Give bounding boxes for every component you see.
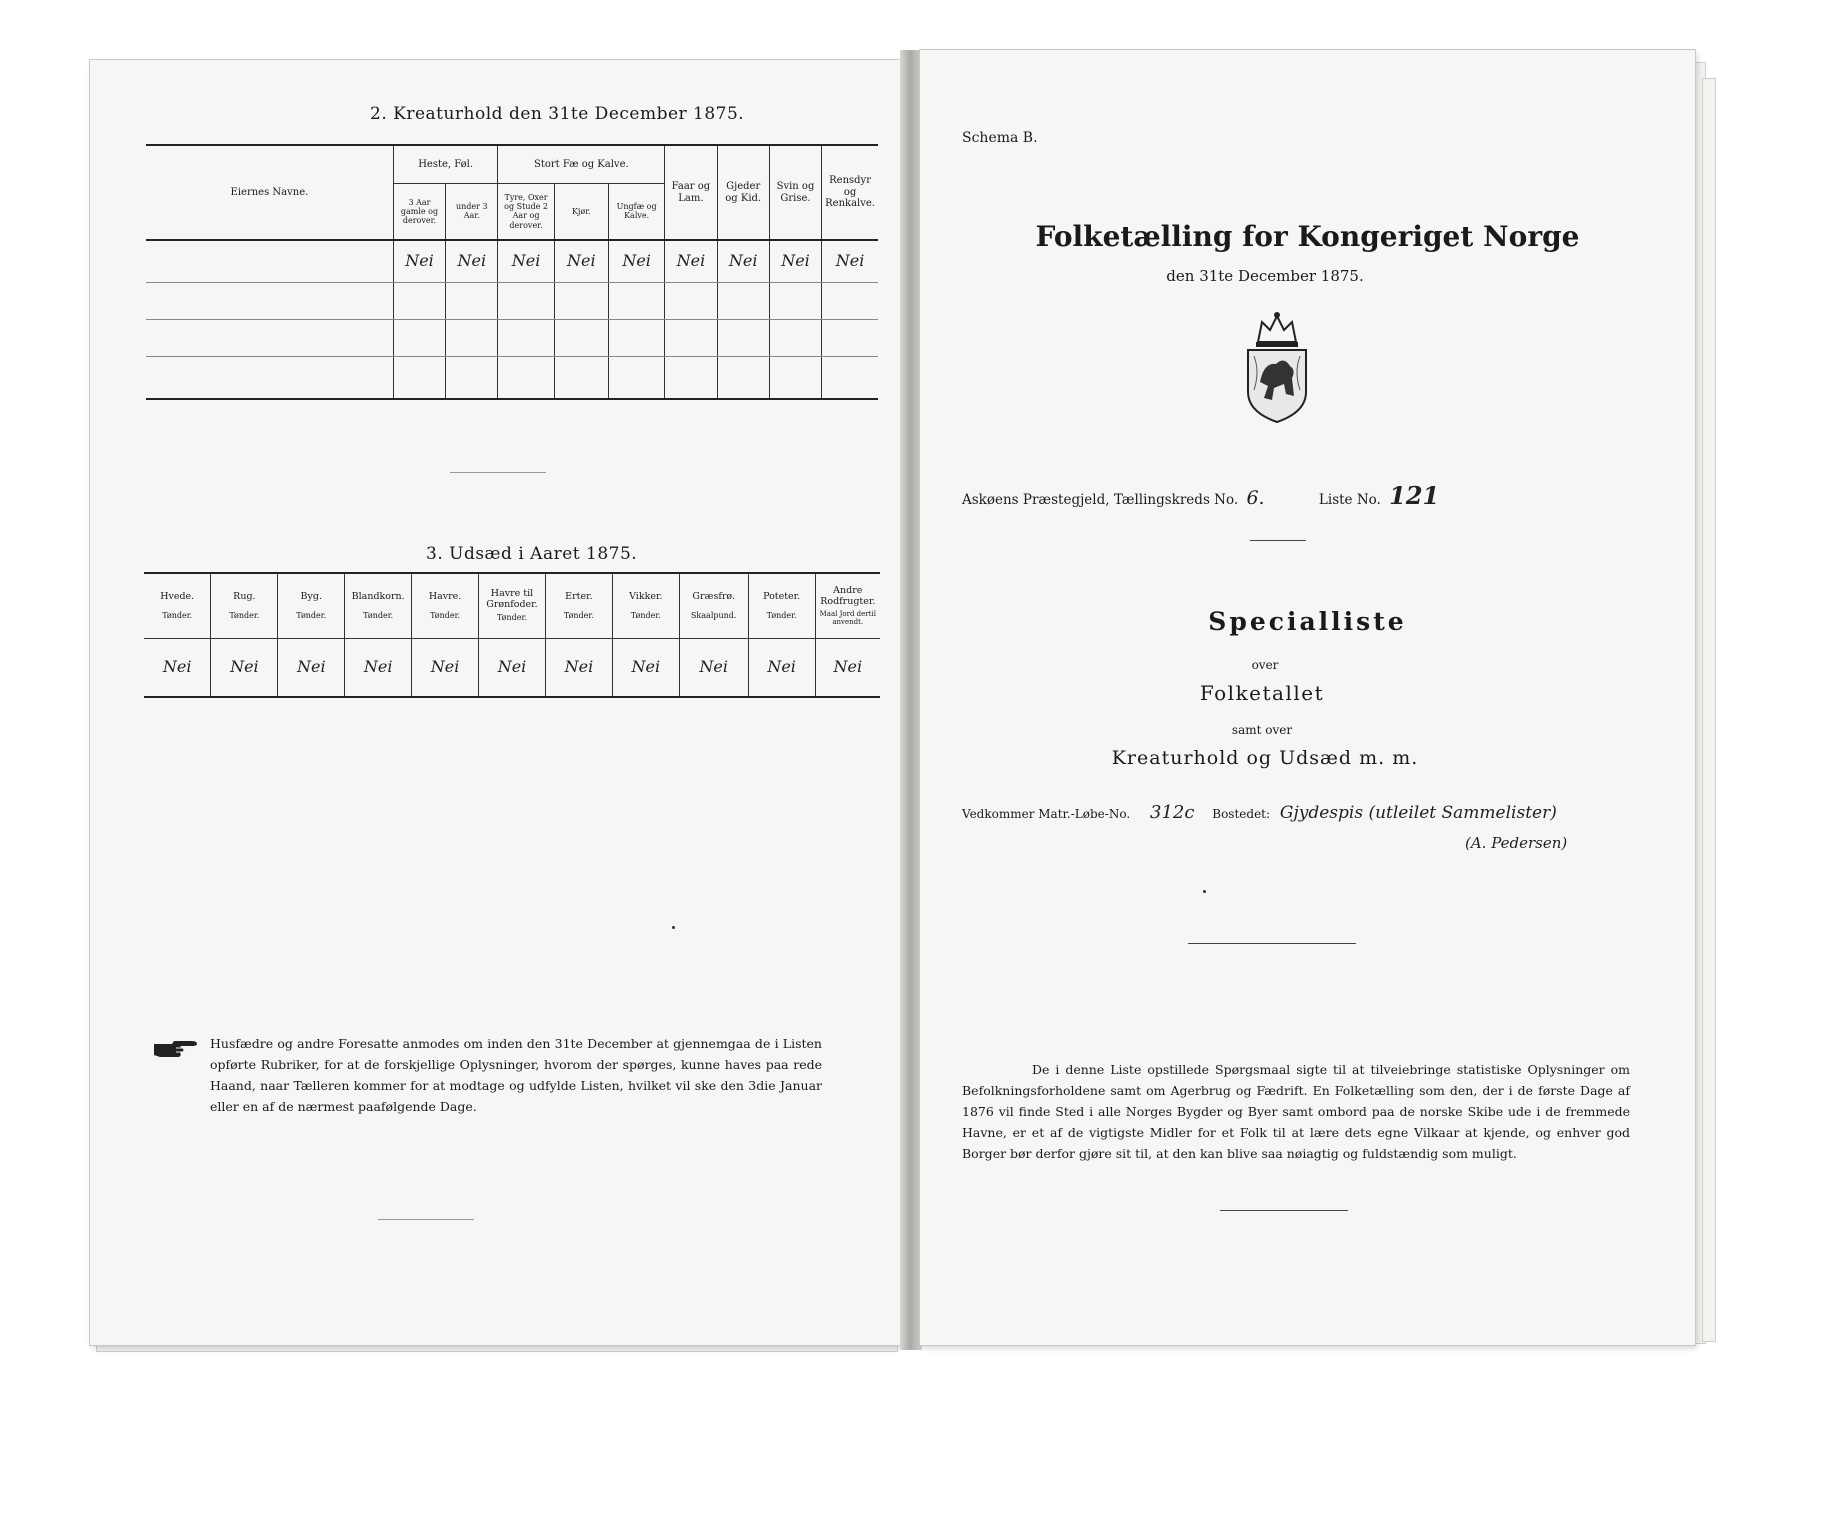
seed-header-unit: Skaalpund.: [690, 610, 737, 620]
fae-b-header: Kjør.: [554, 183, 608, 240]
title-date: den 31te December 1875.: [1166, 267, 1364, 285]
book-spine: [900, 50, 922, 1350]
left-page: [90, 60, 900, 1345]
seed-header-unit: Tønder.: [766, 610, 797, 620]
heste-header: Heste, Føl.: [393, 146, 498, 183]
owner-cell: [146, 240, 393, 282]
folketallet-text: Folketallet: [1199, 681, 1325, 705]
seed-header-poteter: [748, 574, 815, 639]
section3-title: 3. Udsæd i Aaret 1875.: [426, 544, 638, 564]
district-number: 6.: [1246, 487, 1265, 509]
seed-value-cell: Nei: [211, 639, 278, 697]
underlying-page-edge: [1702, 78, 1716, 1342]
separator-rule: [1220, 1210, 1348, 1211]
seed-header-havre: [412, 574, 479, 639]
seed-header-unit: Tønder.: [162, 610, 193, 620]
pointing-hand-icon: [152, 1038, 198, 1060]
seed-header-name: Poteter.: [763, 590, 801, 602]
value-cell: Nei: [446, 240, 498, 282]
rensdyr-header: Rensdyr og Renkalve.: [822, 146, 878, 240]
seed-header-erter: [545, 574, 612, 639]
value-cell: Nei: [665, 240, 717, 282]
fae-header: Stort Fæ og Kalve.: [498, 146, 665, 183]
seed-header-name: Erter.: [565, 590, 593, 602]
seed-header-name: Hvede.: [160, 590, 195, 602]
explanatory-paragraph: De i denne Liste opstillede Spørgsmaal sigte til at tilveiebringe statistiske Oplysninger om Befolkningsforholdene samt om Agerbrug og Fædrift. En Folketælling som den, der i de første Dage af 1876 vil finde Sted i alle Norges Bygder og Byer samt ombord paa de norske Skibe ude i de fremmede Havne, er et af de vigtigste Midler for et Folk til at lære dets egne Vilkaar at kjende, og enhver god Borger bør derfor gjøre sit til, at den kan blive saa nøiagtig og fuldstændig som muligt.: [962, 1062, 1630, 1161]
seed-header-name: Blandkorn.: [351, 590, 405, 602]
seed-value-cell: Nei: [479, 639, 546, 697]
ink-speck: [1203, 890, 1206, 893]
seed-header-byg: [278, 574, 345, 639]
coat-of-arms-icon: [1240, 312, 1314, 424]
seed-header-blandkorn: [345, 574, 412, 639]
seed-value-cell: Nei: [815, 639, 880, 697]
value-cell: Nei: [822, 240, 878, 282]
seed-header-name: Græsfrø.: [692, 590, 735, 602]
seed-value-cell: Nei: [612, 639, 679, 697]
seed-header-hvede: [144, 574, 211, 639]
separator-rule: [378, 1219, 474, 1220]
value-cell: Nei: [393, 240, 445, 282]
value-cell: Nei: [769, 240, 821, 282]
seed-value-cell: Nei: [278, 639, 345, 697]
separator-rule: [1188, 943, 1356, 944]
parish-label: Askøens Præstegjeld, Tællingskreds No.: [962, 492, 1239, 508]
value-cell: Nei: [498, 240, 554, 282]
seed-value-cell: Nei: [545, 639, 612, 697]
empty-cell: [146, 282, 393, 319]
fae-c-header: Ungfæ og Kalve.: [608, 183, 664, 240]
matr-label: Vedkommer Matr.-Løbe-No.: [962, 807, 1131, 821]
matr-value: 312c: [1150, 802, 1195, 823]
seed-header-unit: Maal Jord dertil anvendt.: [819, 609, 876, 626]
main-title: Folketælling for Kongeriget Norge: [1035, 220, 1580, 253]
fae-a-header: Tyre, Oxer og Stude 2 Aar og derover.: [498, 183, 554, 240]
ink-speck: [672, 926, 675, 929]
kreaturhold-text: Kreaturhold og Udsæd m. m.: [1111, 747, 1419, 769]
faar-header: Faar og Lam.: [665, 146, 717, 240]
seed-header-name: Vikker.: [629, 590, 663, 602]
seed-header-unit: Tønder.: [296, 610, 327, 620]
livestock-table: [146, 146, 878, 400]
list-number: 121: [1389, 481, 1440, 510]
seed-header-unit: Tønder.: [430, 610, 461, 620]
seed-header-name: Havre til Grønfoder.: [486, 588, 538, 611]
bosted-label: Bostedet:: [1212, 807, 1271, 821]
empty-cell: [146, 357, 393, 399]
owner-header: Eiernes Navne.: [146, 146, 393, 240]
seed-value-cell: Nei: [679, 639, 748, 697]
value-cell: Nei: [717, 240, 769, 282]
seed-header-unit: Tønder.: [563, 610, 594, 620]
seed-header-unit: Tønder.: [630, 610, 661, 620]
right-page: [920, 50, 1695, 1345]
seed-header-unit: Tønder.: [496, 613, 527, 623]
instruction-note: Husfædre og andre Foresatte anmodes om inden den 31te December at gjennemgaa de i Listen opførte Rubriker, for at de forskjellige Oplysninger, hvorom der spørges, kunne haves paa rede Haand, naar Tælleren kommer for at modtage og udfylde Listen, hvilket vil ske den 3die Januar eller en af de nærmest paafølgende Dage.: [210, 1036, 822, 1114]
seed-header-rug: [211, 574, 278, 639]
samt-over-text: samt over: [1231, 723, 1293, 737]
value-cell: Nei: [608, 240, 664, 282]
seed-header-unit: Tønder.: [229, 610, 260, 620]
section2-title: 2. Kreaturhold den 31te December 1875.: [370, 104, 745, 124]
heste-b-header: under 3 Aar.: [446, 183, 498, 240]
signature: (A. Pedersen): [1465, 834, 1568, 852]
value-cell: Nei: [554, 240, 608, 282]
seed-value-cell: Nei: [345, 639, 412, 697]
seed-header-name: Havre.: [428, 590, 462, 602]
seed-value-cell: Nei: [748, 639, 815, 697]
special-title: Specialliste: [1208, 607, 1407, 636]
seed-value-cell: Nei: [412, 639, 479, 697]
seed-table: [144, 574, 880, 698]
separator-rule: [1250, 540, 1306, 541]
seed-header-rodfrugter: [815, 574, 880, 639]
bosted-value: Gjydespis (utleilet Sammelister): [1279, 803, 1557, 823]
schema-label: Schema B.: [962, 130, 1038, 146]
separator-rule: [450, 472, 546, 473]
seed-value-cell: Nei: [144, 639, 211, 697]
list-label: Liste No.: [1318, 492, 1381, 508]
over-text: over: [1251, 658, 1279, 672]
seed-header-name: Rug.: [233, 590, 256, 602]
seed-header-name: Byg.: [300, 590, 322, 602]
gjeder-header: Gjeder og Kid.: [717, 146, 769, 240]
empty-cell: [146, 320, 393, 357]
seed-header-unit: Tønder.: [363, 610, 394, 620]
heste-a-header: 3 Aar gamle og derover.: [393, 183, 445, 240]
seed-header-graesfro: [679, 574, 748, 639]
matr-line: [962, 802, 1557, 823]
seed-header-havre-gronfoder: [479, 574, 546, 639]
svin-header: Svin og Grise.: [769, 146, 821, 240]
seed-header-name: Andre Rodfrugter.: [820, 585, 876, 607]
seed-header-vikker: [612, 574, 679, 639]
parish-line: [962, 481, 1439, 510]
